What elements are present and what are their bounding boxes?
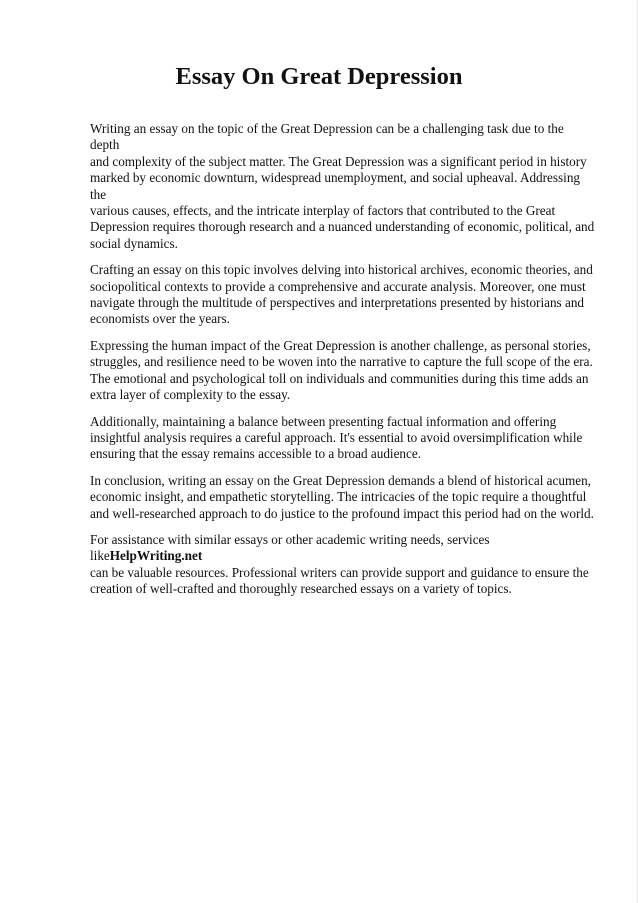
closing-lead-text: For assistance with similar essays or other academic writing needs, services like xyxy=(90,531,490,564)
essay-body xyxy=(90,121,595,608)
paragraph-closing xyxy=(90,532,595,598)
page-title: Essay On Great Depression xyxy=(175,63,463,90)
paragraph-1: Writing an essay on the topic of the Great Depression can be a challenging task due to the depth and complexity of the subject matter. The Great Depression was a significant period in history marked by economic downturn, widespread unemployment, and social upheaval. Addressing the various causes, effects, and the intricate interplay of factors that contributed to the Great Depression requires thorough research and a nuanced understanding of economic, political, and social dynamics. xyxy=(90,121,595,251)
paragraph-2: Crafting an essay on this topic involves delving into historical archives, economic theories, and sociopolitical contexts to provide a comprehensive and accurate analysis. Moreover, one must navigate through the multitude of perspectives and interpretations presented by historians and economists over the years. xyxy=(90,262,593,327)
paragraph-3: Expressing the human impact of the Great Depression is another challenge, as personal stories, struggles, and resilience need to be woven into the narrative to capture the full scope of the era. The emotional and psychological toll on individuals and communities during this time adds an extra layer of complexity to the essay. xyxy=(90,337,593,403)
paragraph-5: In conclusion, writing an essay on the Great Depression demands a blend of historical acumen, economic insight, and empathetic storytelling. The intricacies of the topic require a thoughtful and well-researched approach to do justice to the profound impact this period had on the world. xyxy=(90,472,594,521)
closing-rest-text: can be valuable resources. Professional writers can provide support and guidance to ensure the creation of well-crafted and thoroughly researched essays on a variety of topics. xyxy=(90,564,589,597)
helpwriting-brand: HelpWriting.net xyxy=(109,548,203,564)
paragraph-4: Additionally, maintaining a balance between presenting factual information and offering insightful analysis requires a careful approach. It's essential to avoid oversimplification while ensuring that the essay remains accessible to a broad audience. xyxy=(90,413,583,462)
